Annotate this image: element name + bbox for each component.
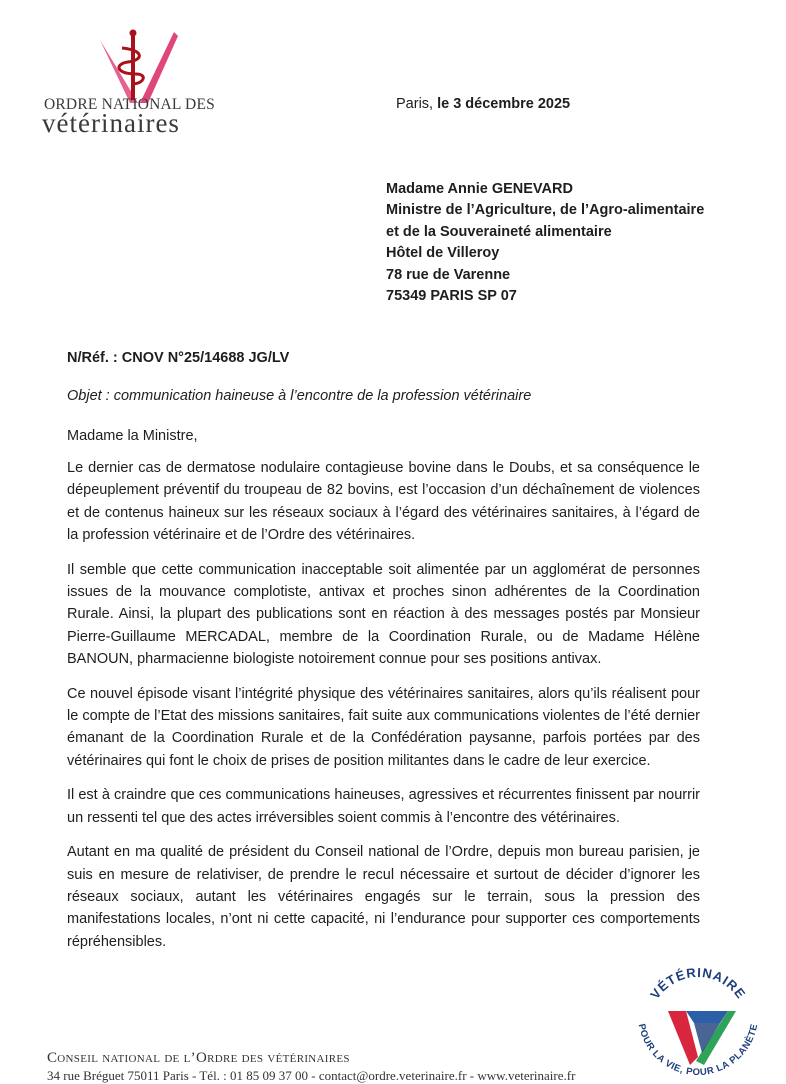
body-paragraph: Ce nouvel épisode visant l’intégrité physique des vétérinaires sanitaires, alors qu’ils réalisent pour le compte de l’Etat des missions sanitaires, fait suite aux communications violentes de l’été dernier émanant de la Coordination Rurale et de la Confédération paysanne, parfois portées par des vétérinaires qui font le choix de prises de position militantes dans le cadre de leur exercice.	[67, 685, 700, 769]
salutation: Madame la Ministre,	[67, 428, 198, 444]
body-paragraph: Il est à craindre que ces communications haineuses, agressives et récurrentes finissent par nourrir un ressenti tel que des actes irréversibles soient commis à l’encontre des vétérinaires.	[67, 787, 700, 826]
recipient-title-line2: et de la Souveraineté alimentaire	[386, 223, 612, 240]
reference-number: N/Réf. : CNOV N°25/14688 JG/LV	[67, 350, 290, 366]
date-city: Paris,	[396, 96, 438, 112]
footer-organization: Conseil national de l’Ordre des vétérinaires	[47, 1050, 350, 1066]
recipient-title-line1: Ministre de l’Agriculture, de l’Agro-alimentaire	[386, 202, 705, 219]
badge-title: VÉTÉRINAIRE	[647, 965, 749, 1002]
badge-tagline: POUR LA VIE, POUR LA PLANÈTE	[635, 1022, 761, 1075]
body-paragraph: Il semble que cette communication inacceptable soit alimentée par un agglomérat de personnes issues de la mouvance complotiste, antivax et proches sinon adhérentes de la Coordination Rurale. Ainsi, la plupart des publications sont en réaction à des messages postés par Monsieur Pierre-Guillaume MERCADAL, membre de la Coordination Rurale, ou de Madame Hélène BANOUN, pharmacienne biologiste notoirement connue pour ses positions antivax.	[67, 561, 700, 667]
recipient-city: 75349 PARIS SP 07	[386, 288, 517, 305]
svg-text:VÉTÉRINAIRE	[647, 965, 749, 1002]
body-paragraph: Autant en ma qualité de président du Conseil national de l’Ordre, depuis mon bureau parisien, je suis en mesure de relativiser, de prendre le recul nécessaire et surtout de décider d’ignorer les réseaux sociaux, autant les vétérinaires engagés sur le terrain, sous la pression des manifestations locales, n’ont ni cette capacité, ni l’endurance pour supporter ces comportements répréhensibles.	[67, 844, 700, 950]
recipient-name: Madame Annie GENEVARD	[386, 181, 573, 197]
recipient-building: Hôtel de Villeroy	[386, 245, 500, 262]
logo-title-line2: vétérinaires	[42, 108, 180, 138]
veterinaire-badge-icon	[628, 965, 768, 1075]
footer-contact-line: 34 rue Bréguet 75011 Paris - Tél. : 01 85 09 37 00 - contact@ordre.veterinaire.fr - www.veterinaire.fr	[47, 1068, 576, 1083]
veterinaire-planet-badge	[628, 965, 768, 1075]
order-logo	[40, 28, 240, 138]
letter-subject: Objet : communication haineuse à l’encontre de la profession vétérinaire	[67, 388, 532, 404]
body-paragraph: Le dernier cas de dermatose nodulaire contagieuse bovine dans le Doubs, et sa conséquence le dépeuplement préventif du troupeau de 82 bovins, est l’occasion d’un déchaînement de violences et de contenus haineux sur les réseaux sociaux à l’égard des vétérinaires sanitaires, à l’égard de la profession vétérinaire et de l’Ordre des vétérinaires.	[67, 460, 700, 543]
recipient-street: 78 rue de Varenne	[386, 266, 511, 283]
letter-date	[396, 96, 570, 112]
logo-title-line1: ORDRE NATIONAL DES	[44, 96, 215, 113]
recipient-address	[386, 179, 704, 307]
letter-body	[67, 457, 700, 965]
caduceus-icon	[92, 28, 182, 103]
date-value: le 3 décembre 2025	[437, 96, 571, 112]
